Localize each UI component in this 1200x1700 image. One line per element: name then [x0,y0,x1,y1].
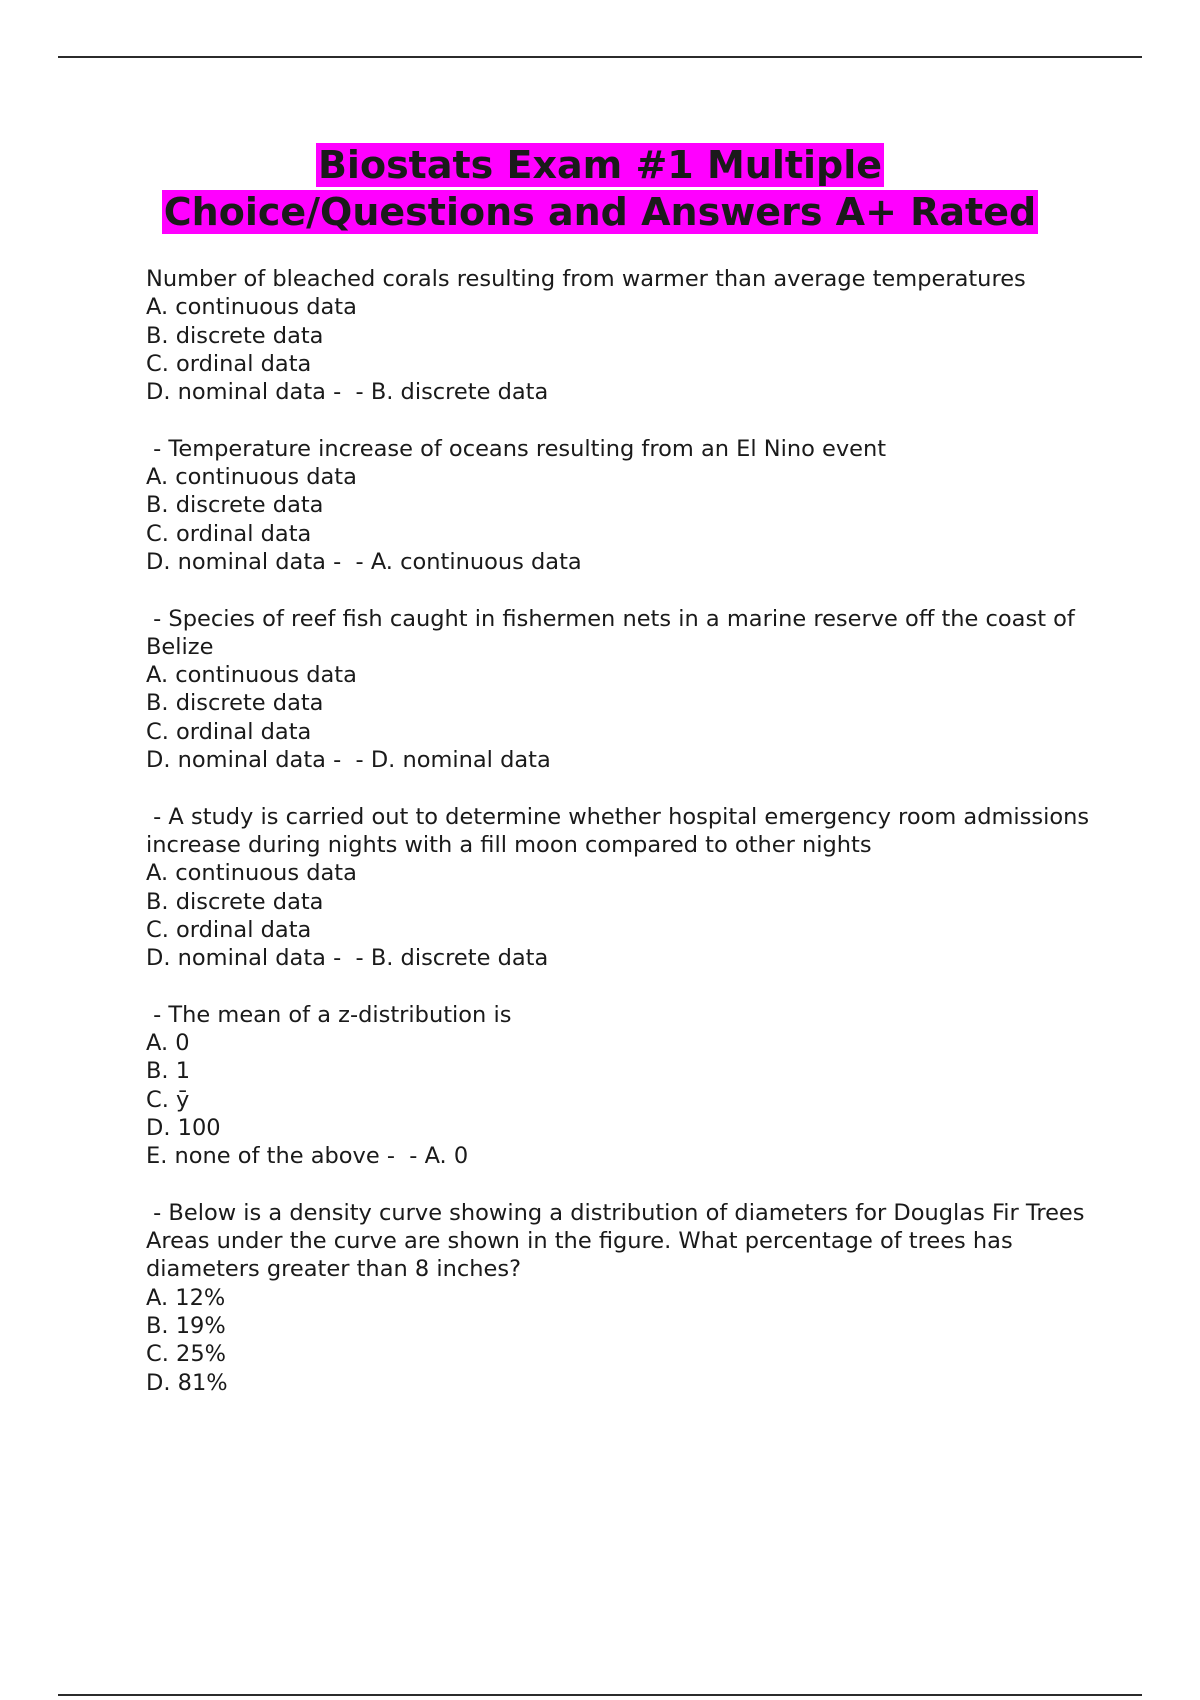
document-title [0,142,1200,236]
option-c: C. ordinal data [146,916,312,943]
option-c: C. ȳ [146,1086,190,1113]
option-c: C. ordinal data [146,350,312,377]
option-c: C. ordinal data [146,520,312,547]
answer: - A. continuous data [348,548,582,575]
option-d: D. nominal data - [146,945,349,972]
option-b: B. 1 [146,1058,191,1085]
option-a: A. continuous data [146,662,357,689]
option-a: A. continuous data [146,294,357,321]
option-last-with-answer [146,944,1096,972]
answer: - B. discrete data [348,379,549,406]
option-b: B. discrete data [146,690,324,717]
header-rule [58,56,1142,58]
option-last-with-answer [146,548,1096,576]
question-prompt: - Species of reef fish caught in fishermen nets in a marine reserve off the coast of Belize [146,605,1083,660]
option-a: A. 0 [146,1030,190,1057]
question-prompt: - Temperature increase of oceans resulting from an El Nino event [146,435,887,462]
question-list [146,265,1096,1425]
question-1 [146,265,1096,406]
option-b: B. discrete data [146,492,324,519]
option-d: D. 100 [146,1114,221,1141]
question-prompt: - The mean of a z-distribution is [146,1001,512,1028]
option-b: B. discrete data [146,322,324,349]
question-prompt: - A study is carried out to determine whether hospital emergency room admissions increase during nights with a fill moon compared to other nights [146,803,1097,858]
answer: - A. 0 [402,1143,469,1170]
option-b: B. discrete data [146,888,324,915]
option-b: B. 19% [146,1312,226,1339]
question-prompt: Number of bleached corals resulting from warmer than average temperatures [146,266,1026,292]
title-line-1: Biostats Exam #1 Multiple [317,143,883,187]
question-3 [146,605,1096,775]
option-d: D. nominal data - [146,747,349,774]
option-d: D. nominal data - [146,379,349,406]
option-a: A. continuous data [146,464,357,491]
answer: - B. discrete data [348,945,549,972]
option-a: A. 12% [146,1284,226,1311]
answer: - D. nominal data [348,747,551,774]
option-c: C. 25% [146,1341,227,1368]
footer-rule [58,1694,1142,1696]
title-line-2: Choice/Questions and Answers A+ Rated [163,190,1037,234]
option-last-with-answer [146,746,1096,774]
question-5 [146,1001,1096,1171]
question-4 [146,803,1096,973]
option-last-with-answer [146,378,1096,406]
question-2 [146,435,1096,576]
option-last-with-answer [146,1142,1096,1170]
option-e: E. none of the above - [146,1143,403,1170]
option-c: C. ordinal data [146,718,312,745]
question-6 [146,1199,1096,1397]
option-d: D. nominal data - [146,548,349,575]
question-prompt: - Below is a density curve showing a distribution of diameters for Douglas Fir Trees Areas under the curve are shown in the figure. What percentage of trees has diameters greater than 8 inches? [146,1199,1092,1283]
option-a: A. continuous data [146,860,357,887]
option-d: D. 81% [146,1369,228,1396]
